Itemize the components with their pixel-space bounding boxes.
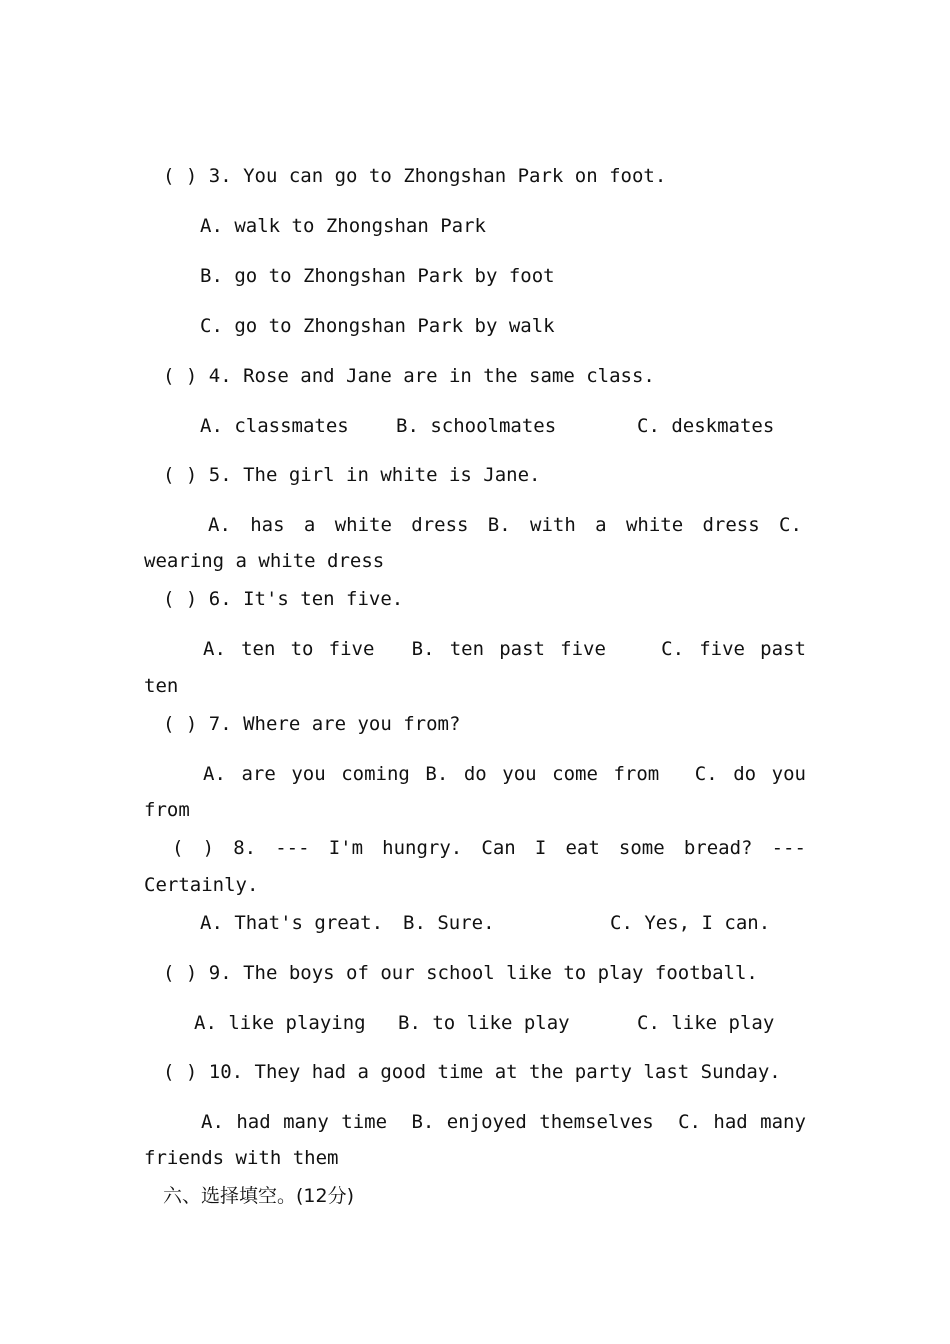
question-8-option-a: A. That's great. xyxy=(200,912,384,934)
question-3-stem: ( ) 3. You can go to Zhongshan Park on foot. xyxy=(163,165,667,187)
question-3-option-b: B. go to Zhongshan Park by foot xyxy=(200,265,555,287)
question-3-option-c: C. go to Zhongshan Park by walk xyxy=(200,315,555,337)
question-10-options-line1: A. had many time B. enjoyed themselves C. had many xyxy=(201,1111,806,1133)
question-10-stem: ( ) 10. They had a good time at the party last Sunday. xyxy=(163,1061,781,1083)
question-9-option-c: C. like play xyxy=(637,1012,775,1034)
question-7-options-line2: from xyxy=(144,799,190,821)
question-9-option-a: A. like playing xyxy=(194,1012,366,1034)
question-8-option-b: B. Sure. xyxy=(403,912,495,934)
question-9-option-b: B. to like play xyxy=(398,1012,570,1034)
question-6-stem: ( ) 6. It's ten five. xyxy=(163,588,404,610)
question-5-options-line1: A. has a white dress B. with a white dress C. xyxy=(208,514,802,536)
question-5-stem: ( ) 5. The girl in white is Jane. xyxy=(163,464,541,486)
question-6-options-line1: A. ten to five B. ten past five C. five past xyxy=(203,638,806,660)
question-7-options-line1: A. are you coming B. do you come from C. do you xyxy=(203,763,806,785)
question-3-option-a: A. walk to Zhongshan Park xyxy=(200,215,486,237)
question-8-stem-line1: ( ) 8. --- I'm hungry. Can I eat some bread? --- xyxy=(172,837,806,859)
question-8-stem-line2: Certainly. xyxy=(144,874,259,896)
question-5-options-line2: wearing a white dress xyxy=(144,550,385,572)
question-8-option-c: C. Yes, I can. xyxy=(610,912,771,934)
question-10-options-line2: friends with them xyxy=(144,1147,339,1169)
question-9-stem: ( ) 9. The boys of our school like to play football. xyxy=(163,962,758,984)
question-4-stem: ( ) 4. Rose and Jane are in the same class. xyxy=(163,365,655,387)
question-4-option-a: A. classmates xyxy=(200,415,349,437)
section-heading: 六、选择填空。(12分) xyxy=(163,1185,355,1207)
question-4-option-b: B. schoolmates xyxy=(396,415,557,437)
question-7-stem: ( ) 7. Where are you from? xyxy=(163,713,461,735)
question-6-options-line2: ten xyxy=(144,675,179,697)
question-4-option-c: C. deskmates xyxy=(637,415,775,437)
